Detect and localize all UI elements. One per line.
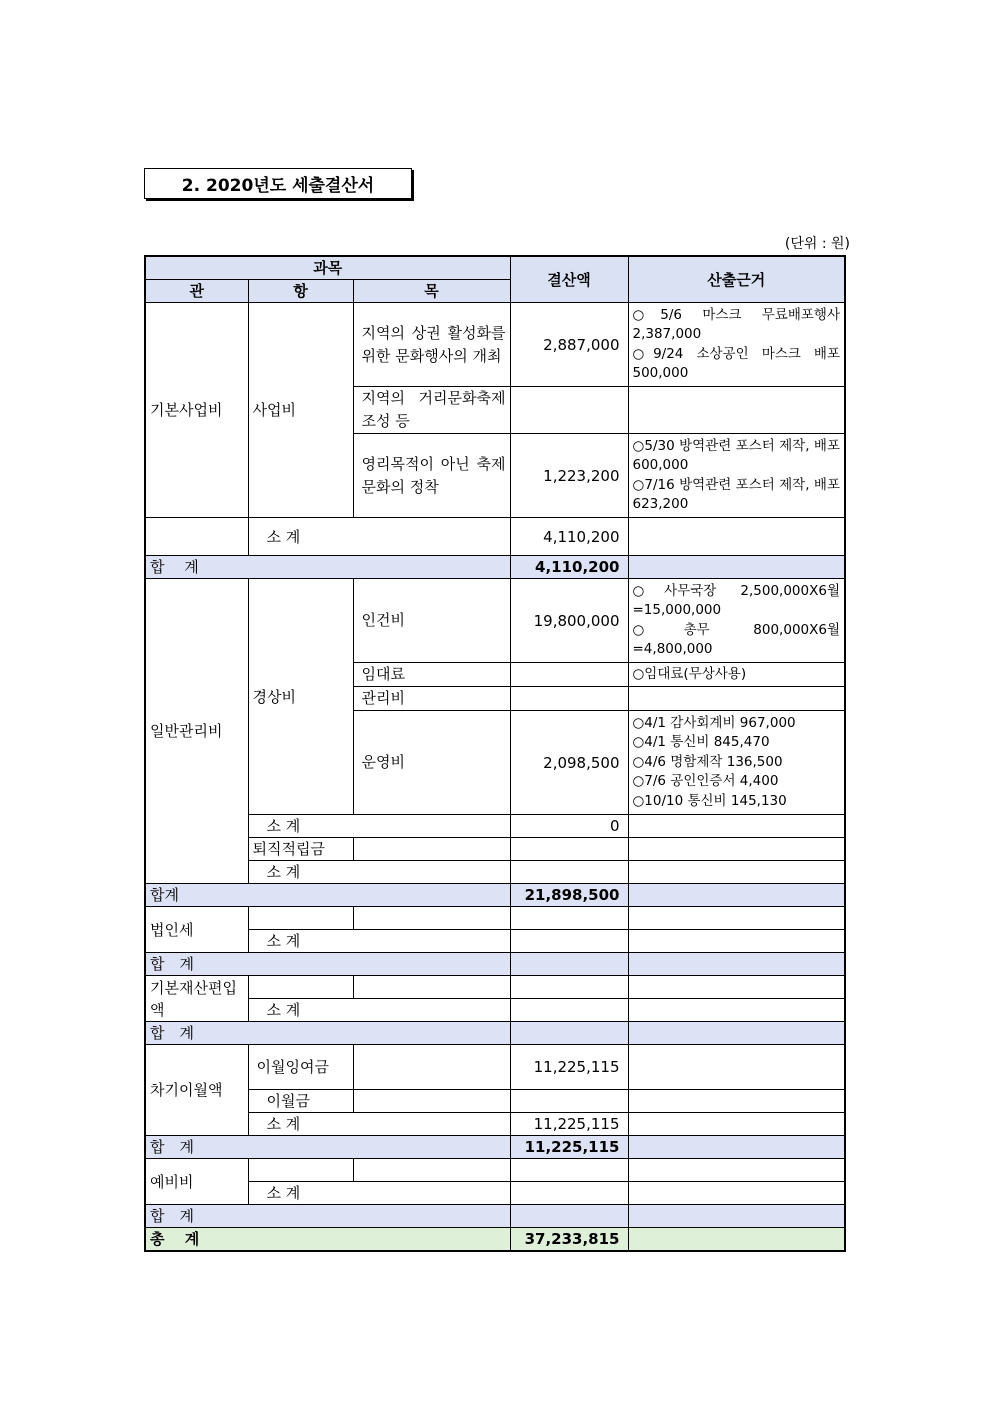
basis-rent: ○임대료(무상사용) bbox=[628, 663, 845, 687]
empty-cell bbox=[248, 976, 353, 999]
amount-operations: 2,098,500 bbox=[510, 711, 628, 815]
header-basis: 산출근거 bbox=[628, 256, 845, 303]
empty-cell bbox=[510, 1159, 628, 1182]
gwan-carryover: 차기이월액 bbox=[145, 1045, 248, 1136]
empty-cell bbox=[510, 1182, 628, 1205]
basis-line: ○4/6 명함제작 136,500 bbox=[632, 753, 783, 770]
empty-cell bbox=[510, 861, 628, 884]
empty-cell bbox=[510, 1090, 628, 1113]
total-basic: 4,110,200 bbox=[510, 556, 628, 579]
empty-cell bbox=[628, 884, 845, 907]
subtotal-carryover: 11,225,115 bbox=[510, 1113, 628, 1136]
empty-cell bbox=[510, 930, 628, 953]
empty-cell bbox=[510, 907, 628, 930]
subtotal-label: 소 계 bbox=[248, 518, 510, 556]
subtotal-basic: 4,110,200 bbox=[510, 518, 628, 556]
basis-line: ○7/16 방역관련 포스터 제작, 배포 623,200 bbox=[632, 476, 840, 512]
basis-line: ○사무국장 2,500,000X6월 =15,000,000 bbox=[632, 582, 840, 618]
empty-cell bbox=[510, 953, 628, 976]
empty-cell bbox=[510, 999, 628, 1022]
gwan-reserve: 예비비 bbox=[145, 1159, 248, 1205]
empty-cell bbox=[628, 1090, 845, 1113]
amount-rent bbox=[510, 663, 628, 687]
basis-line: ○10/10 통신비 145,130 bbox=[632, 792, 787, 809]
total-label: 합 계 bbox=[145, 1205, 510, 1228]
basis-line: ○4/1 감사회계비 967,000 bbox=[632, 714, 796, 731]
mok-operations: 운영비 bbox=[353, 711, 510, 815]
total-label: 합 계 bbox=[145, 1136, 510, 1159]
header-amount: 결산액 bbox=[510, 256, 628, 303]
amount-street-festival bbox=[510, 387, 628, 434]
empty-cell bbox=[628, 1136, 845, 1159]
subtotal-label: 소 계 bbox=[248, 1182, 510, 1205]
total-label: 합 계 bbox=[145, 953, 510, 976]
empty-cell bbox=[628, 976, 845, 999]
basis-mgmt bbox=[628, 687, 845, 711]
empty-cell bbox=[248, 907, 353, 930]
subtotal-general: 0 bbox=[510, 815, 628, 838]
empty-cell bbox=[628, 815, 845, 838]
amount-surplus: 11,225,115 bbox=[510, 1045, 628, 1090]
hang-basic: 사업비 bbox=[248, 303, 353, 518]
section-title: 2. 2020년도 세출결산서 bbox=[144, 168, 412, 199]
amount-nonprofit-festival: 1,223,200 bbox=[510, 434, 628, 518]
amount-personnel: 19,800,000 bbox=[510, 579, 628, 663]
empty-cell bbox=[628, 1045, 845, 1090]
total-label: 합 계 bbox=[145, 556, 510, 579]
empty-cell bbox=[353, 976, 510, 999]
basis-line: ○5/6 마스크 무료배포행사 2,387,000 bbox=[632, 306, 840, 342]
header-hang: 항 bbox=[248, 280, 353, 303]
empty-cell bbox=[248, 1159, 353, 1182]
amount-culture-event: 2,887,000 bbox=[510, 303, 628, 387]
gwan-corp-tax: 법인세 bbox=[145, 907, 248, 953]
empty-cell bbox=[628, 1182, 845, 1205]
unit-label: (단위 : 원) bbox=[784, 236, 850, 252]
grand-total-amount: 37,233,815 bbox=[510, 1228, 628, 1252]
gwan-general: 일반관리비 bbox=[145, 579, 248, 884]
empty-cell bbox=[628, 999, 845, 1022]
basis-line: ○총무 800,000X6월 =4,800,000 bbox=[632, 621, 840, 657]
mok-culture-event: 지역의 상권 활성화를 위한 문화행사의 개최 bbox=[353, 303, 510, 387]
hang-surplus: 이월잉여금 bbox=[248, 1045, 353, 1090]
header-gwamok: 과목 bbox=[145, 256, 510, 280]
empty-cell bbox=[353, 1159, 510, 1182]
empty-cell bbox=[628, 930, 845, 953]
hang-carry: 이월금 bbox=[248, 1090, 353, 1113]
empty-cell bbox=[510, 838, 628, 861]
total-label: 합 계 bbox=[145, 1022, 510, 1045]
gwan-basic: 기본사업비 bbox=[145, 303, 248, 518]
empty-cell bbox=[353, 1090, 510, 1113]
empty-cell bbox=[628, 518, 845, 556]
empty-cell bbox=[353, 838, 510, 861]
basis-operations bbox=[628, 711, 845, 815]
empty-cell bbox=[145, 518, 248, 556]
empty-cell bbox=[353, 907, 510, 930]
mok-nonprofit-festival: 영리목적이 아닌 축제문화의 정착 bbox=[353, 434, 510, 518]
empty-cell bbox=[510, 1022, 628, 1045]
empty-cell bbox=[628, 838, 845, 861]
grand-total-label: 총 계 bbox=[145, 1228, 510, 1252]
subtotal-label: 소 계 bbox=[248, 815, 510, 838]
basis-personnel bbox=[628, 579, 845, 663]
mok-rent: 임대료 bbox=[353, 663, 510, 687]
basis-line: ○9/24 소상공인 마스크 배포 500,000 bbox=[632, 345, 840, 381]
amount-mgmt bbox=[510, 687, 628, 711]
empty-cell bbox=[628, 1159, 845, 1182]
basis-line: ○5/30 방역관련 포스터 제작, 배포 600,000 bbox=[632, 437, 840, 473]
empty-cell bbox=[510, 1205, 628, 1228]
subtotal-label: 소 계 bbox=[248, 999, 510, 1022]
total-general: 21,898,500 bbox=[510, 884, 628, 907]
mok-personnel: 인건비 bbox=[353, 579, 510, 663]
gwan-asset: 기본재산편입액 bbox=[145, 976, 248, 1022]
header-mok: 목 bbox=[353, 280, 510, 303]
basis-culture-event bbox=[628, 303, 845, 387]
empty-cell bbox=[628, 1113, 845, 1136]
expenditure-table bbox=[144, 255, 846, 1252]
empty-cell bbox=[628, 861, 845, 884]
basis-line: ○4/1 통신비 845,470 bbox=[632, 734, 770, 751]
empty-cell bbox=[628, 556, 845, 579]
total-carryover: 11,225,115 bbox=[510, 1136, 628, 1159]
empty-cell bbox=[353, 1045, 510, 1090]
total-label: 합계 bbox=[145, 884, 510, 907]
basis-street-festival bbox=[628, 387, 845, 434]
empty-cell bbox=[628, 953, 845, 976]
subtotal-label: 소 계 bbox=[248, 930, 510, 953]
empty-cell bbox=[628, 1022, 845, 1045]
hang-general: 경상비 bbox=[248, 579, 353, 815]
basis-nonprofit-festival bbox=[628, 434, 845, 518]
empty-cell bbox=[510, 976, 628, 999]
empty-cell bbox=[628, 907, 845, 930]
subtotal-label: 소 계 bbox=[248, 861, 510, 884]
mok-street-festival: 지역의 거리문화축제 조성 등 bbox=[353, 387, 510, 434]
mok-mgmt: 관리비 bbox=[353, 687, 510, 711]
empty-cell bbox=[628, 1205, 845, 1228]
header-gwan: 관 bbox=[145, 280, 248, 303]
hang-retirement: 퇴직적립금 bbox=[248, 838, 353, 861]
empty-cell bbox=[628, 1228, 845, 1252]
basis-line: ○7/6 공인인증서 4,400 bbox=[632, 773, 779, 790]
subtotal-label: 소 계 bbox=[248, 1113, 510, 1136]
